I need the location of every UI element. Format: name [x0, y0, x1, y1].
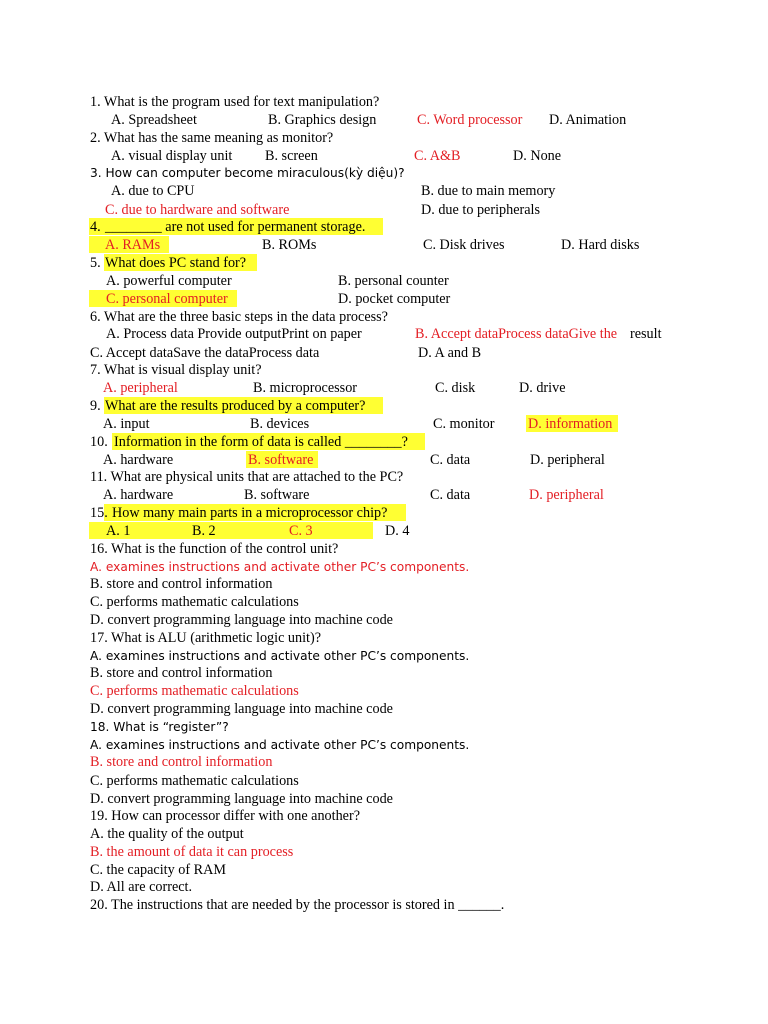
- question-16-stem: 16. What is the function of the control unit?: [90, 541, 339, 557]
- question-1-options: [0, 111, 768, 129]
- question-19-option-c: C. the capacity of RAM: [90, 862, 226, 878]
- option-d: D. drive: [519, 380, 566, 396]
- question-19-option-b: B. the amount of data it can process: [90, 844, 294, 860]
- question-15-options: [0, 522, 768, 540]
- option-c: C. monitor: [433, 416, 495, 432]
- option-d-answer: D. information: [528, 416, 613, 432]
- option-b: B. microprocessor: [253, 380, 358, 396]
- option-c: C. Accept dataSave the dataProcess data: [90, 345, 320, 361]
- question-18-option-b: B. store and control information: [90, 754, 273, 770]
- option-a: A. hardware: [103, 452, 174, 468]
- option-b: B. ROMs: [262, 237, 317, 253]
- question-16-option-c: C. performs mathematic calculations: [90, 594, 299, 610]
- question-11-stem: 11. What are physical units that are attached to the PC?: [90, 469, 404, 485]
- question-16-option-b: B. store and control information: [90, 576, 273, 592]
- option-b-answer: B. software: [248, 452, 314, 468]
- question-6-options-row2: [0, 344, 768, 362]
- question-18-option-a: A. examines instructions and activate other PC’s components.: [90, 738, 470, 752]
- question-17-option-b: B. store and control information: [90, 665, 273, 681]
- option-a-answer: A. RAMs: [105, 237, 161, 253]
- question-5-stem: 5. What does PC stand for?: [0, 254, 768, 272]
- option-d: D. peripheral: [530, 452, 605, 468]
- option-b-answer: B. Accept dataProcess dataGive the: [415, 326, 618, 342]
- option-c: C. data: [430, 452, 471, 468]
- option-d-answer: D. peripheral: [529, 487, 604, 503]
- option-b-tail: result: [630, 326, 662, 342]
- option-a: A. 1: [106, 523, 131, 539]
- option-d: D. None: [513, 148, 562, 164]
- option-d: D. due to peripherals: [421, 202, 540, 218]
- option-b: B. 2: [192, 523, 216, 539]
- question-17-stem: 17. What is ALU (arithmetic logic unit)?: [90, 630, 322, 646]
- question-17-option-d: D. convert programming language into machine code: [90, 701, 393, 717]
- option-c-answer: C. Word processor: [417, 112, 523, 128]
- option-c-answer: C. personal computer: [106, 291, 228, 307]
- option-b: B. Graphics design: [268, 112, 377, 128]
- question-16-option-d: D. convert programming language into machine code: [90, 612, 393, 628]
- option-a: A. powerful computer: [106, 273, 232, 289]
- question-2-options: [0, 147, 768, 165]
- option-a-answer: A. peripheral: [103, 380, 178, 396]
- question-18-option-d: D. convert programming language into machine code: [90, 791, 393, 807]
- option-b: B. software: [244, 487, 310, 503]
- option-d: D. 4: [385, 523, 410, 539]
- question-19-stem: 19. How can processor differ with one another?: [90, 808, 360, 824]
- question-15-stem: 15. How many main parts in a microprocessor chip?: [0, 504, 768, 522]
- option-b: B. devices: [250, 416, 310, 432]
- option-c-answer: C. A&B: [414, 148, 461, 164]
- question-3-stem: 3. How can computer become miraculous(kỳ diệu)?: [90, 166, 405, 180]
- question-18-option-c: C. performs mathematic calculations: [90, 773, 299, 789]
- question-10-stem: 10. Information in the form of data is called ________?: [0, 433, 768, 451]
- question-7-stem: 7. What is visual display unit?: [90, 362, 262, 378]
- question-9-options: [0, 415, 768, 433]
- option-a: A. visual display unit: [111, 148, 233, 164]
- question-3-options-row1: [0, 182, 768, 200]
- question-6-stem: 6. What are the three basic steps in the data process?: [90, 309, 388, 325]
- option-c: C. Disk drives: [423, 237, 505, 253]
- question-19-option-d: D. All are correct.: [90, 879, 193, 895]
- question-10-options: [0, 451, 768, 469]
- option-b: B. personal counter: [338, 273, 449, 289]
- option-b: B. due to main memory: [421, 183, 556, 199]
- option-a: A. input: [103, 416, 150, 432]
- option-d: D. Hard disks: [561, 237, 640, 253]
- option-c-answer: C. due to hardware and software: [105, 202, 290, 218]
- question-4-options: [0, 236, 768, 254]
- option-d: D. A and B: [418, 345, 482, 361]
- question-18-stem: 18. What is “register”?: [90, 720, 229, 734]
- option-c: C. disk: [435, 380, 476, 396]
- question-4-stem: 4. ________ are not used for permanent storage.: [0, 218, 768, 236]
- option-c-answer: C. 3: [289, 523, 313, 539]
- question-17-option-a: A. examines instructions and activate other PC’s components.: [90, 649, 470, 663]
- option-b: B. screen: [265, 148, 318, 164]
- question-6-options-row1: [0, 325, 768, 343]
- question-5-options-row2: [0, 290, 768, 308]
- option-a: A. hardware: [103, 487, 174, 503]
- question-2-stem: 2. What has the same meaning as monitor?: [90, 130, 334, 146]
- option-d: D. Animation: [549, 112, 627, 128]
- option-d: D. pocket computer: [338, 291, 451, 307]
- question-19-option-a: A. the quality of the output: [90, 826, 244, 842]
- question-11-options: [0, 486, 768, 504]
- option-c: C. data: [430, 487, 471, 503]
- option-a: A. due to CPU: [111, 183, 195, 199]
- question-7-options: [0, 379, 768, 397]
- question-9-stem: 9. What are the results produced by a computer?: [0, 397, 768, 415]
- question-16-option-a: A. examines instructions and activate other PC’s components.: [90, 560, 470, 574]
- option-a: A. Spreadsheet: [111, 112, 197, 128]
- question-17-option-c: C. performs mathematic calculations: [90, 683, 299, 699]
- question-20-stem: 20. The instructions that are needed by the processor is stored in ______.: [90, 897, 505, 913]
- option-a: A. Process data Provide outputPrint on paper: [106, 326, 362, 342]
- question-1-stem: 1. What is the program used for text manipulation?: [90, 94, 380, 110]
- question-5-options-row1: [0, 272, 768, 290]
- question-3-options-row2: [0, 201, 768, 219]
